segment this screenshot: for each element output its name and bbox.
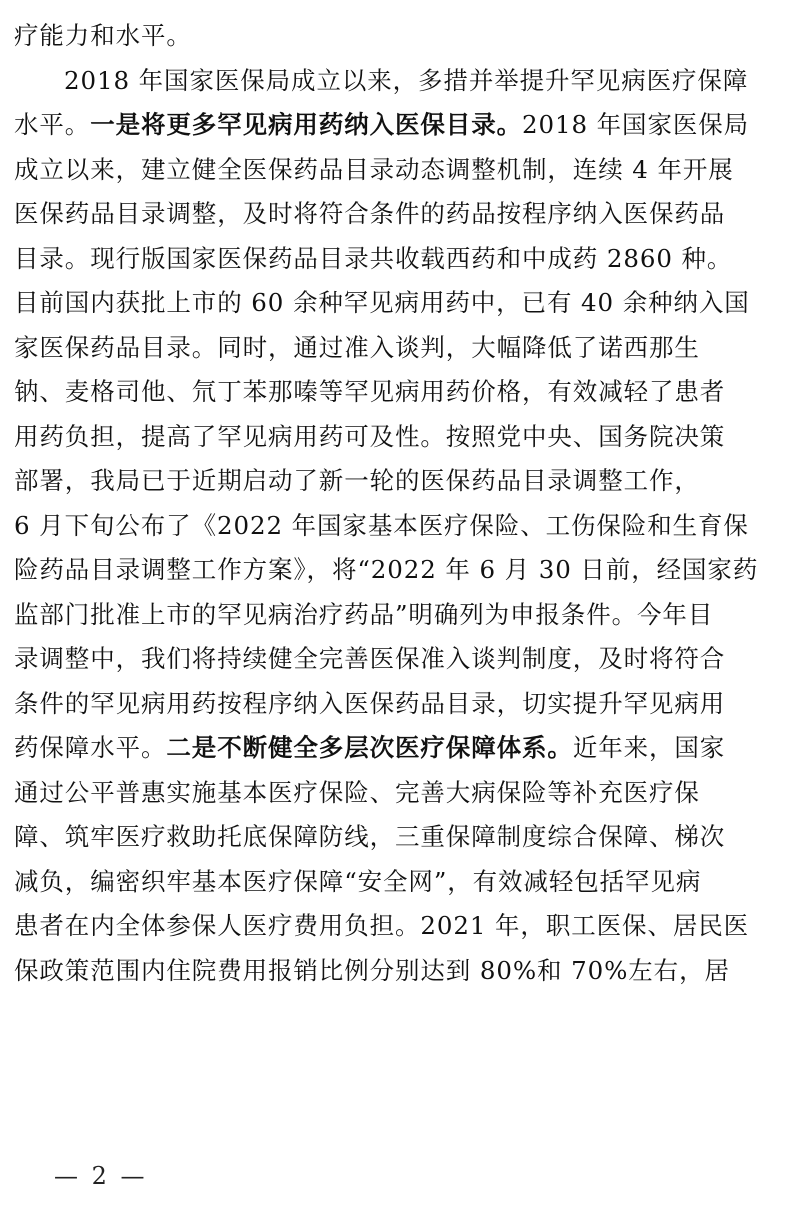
- text-line: [14, 860, 784, 905]
- bold-heading-text: 二是不断健全多层次医疗保障体系。: [166, 733, 573, 762]
- text-line: [14, 637, 784, 682]
- text-line: [14, 148, 784, 193]
- text-line: [14, 504, 784, 549]
- text-segment: 水平。: [14, 110, 91, 139]
- text-segment: 障、筑牢医疗救助托底保障防线，三重保障制度综合保障、梯次: [14, 822, 726, 851]
- text-line: [14, 815, 784, 860]
- text-segment: 患者在内全体参保人医疗费用负担。2021 年，职工医保、居民医: [14, 911, 750, 940]
- text-line: [14, 726, 784, 771]
- text-segment: 药保障水平。: [14, 733, 167, 762]
- text-segment: 通过公平普惠实施基本医疗保险、完善大病保险等补充医疗保: [14, 777, 700, 807]
- text-line: [14, 593, 784, 638]
- text-segment: 部署，我局已于近期启动了新一轮的医保药品目录调整工作，: [14, 466, 700, 495]
- text-segment: 目录。现行版国家医保药品目录共收载西药和中成药 2860 种。: [14, 243, 733, 273]
- body-text: [14, 14, 784, 993]
- text-line: [14, 949, 784, 994]
- page-number: — 2 —: [54, 1162, 148, 1190]
- text-line: [14, 682, 784, 727]
- text-segment: 目前国内获批上市的 60 余种罕见病用药中，已有 40 余种纳入国: [14, 288, 750, 317]
- text-segment: 家医保药品目录。同时，通过准入谈判，大幅降低了诺西那生: [14, 332, 700, 362]
- text-segment: 用药负担，提高了罕见病用药可及性。按照党中央、国务院决策: [14, 421, 726, 451]
- text-line: [14, 103, 784, 148]
- text-segment: 录调整中，我们将持续健全完善医保准入谈判制度，及时将符合: [14, 644, 726, 673]
- text-line: [14, 771, 784, 816]
- text-line: [14, 415, 784, 460]
- text-line: [14, 14, 784, 59]
- text-line: [14, 281, 784, 326]
- text-segment: 监部门批准上市的罕见病治疗药品”明确列为申报条件。今年目: [14, 599, 714, 629]
- text-line: [14, 904, 784, 949]
- text-segment: 6 月下旬公布了《2022 年国家基本医疗保险、工伤保险和生育保: [14, 510, 749, 540]
- text-segment: 钠、麦格司他、氘丁苯那嗪等罕见病用药价格，有效减轻了患者: [14, 377, 726, 406]
- text-line: [14, 459, 784, 504]
- text-segment: 2018 年国家医保局成立以来，多措并举提升罕见病医疗保障: [64, 65, 749, 95]
- text-segment: 近年来，国家: [572, 733, 726, 762]
- text-segment: 疗能力和水平。: [14, 21, 192, 50]
- text-segment: 保政策范围内住院费用报销比例分别达到 80%和 70%左右，居: [14, 955, 730, 985]
- text-segment: 2018 年国家医保局: [522, 110, 750, 139]
- bold-heading-text: 一是将更多罕见病用药纳入医保目录。: [90, 110, 523, 139]
- text-line: [14, 370, 784, 415]
- text-line: [14, 237, 784, 282]
- document-page: [14, 0, 784, 1212]
- text-segment: 减负，编密织牢基本医疗保障“安全网”，有效减轻包括罕见病: [14, 866, 702, 896]
- text-line: [14, 59, 784, 104]
- text-line: [14, 192, 784, 237]
- text-segment: 条件的罕见病用药按程序纳入医保药品目录，切实提升罕见病用: [14, 688, 726, 718]
- text-line: [14, 548, 784, 593]
- text-segment: 成立以来，建立健全医保药品目录动态调整机制，连续 4 年开展: [14, 154, 734, 184]
- text-line: [14, 326, 784, 371]
- text-segment: 医保药品目录调整，及时将符合条件的药品按程序纳入医保药品: [14, 199, 726, 228]
- text-segment: 险药品目录调整工作方案》，将“2022 年 6 月 30 日前，经国家药: [14, 555, 759, 584]
